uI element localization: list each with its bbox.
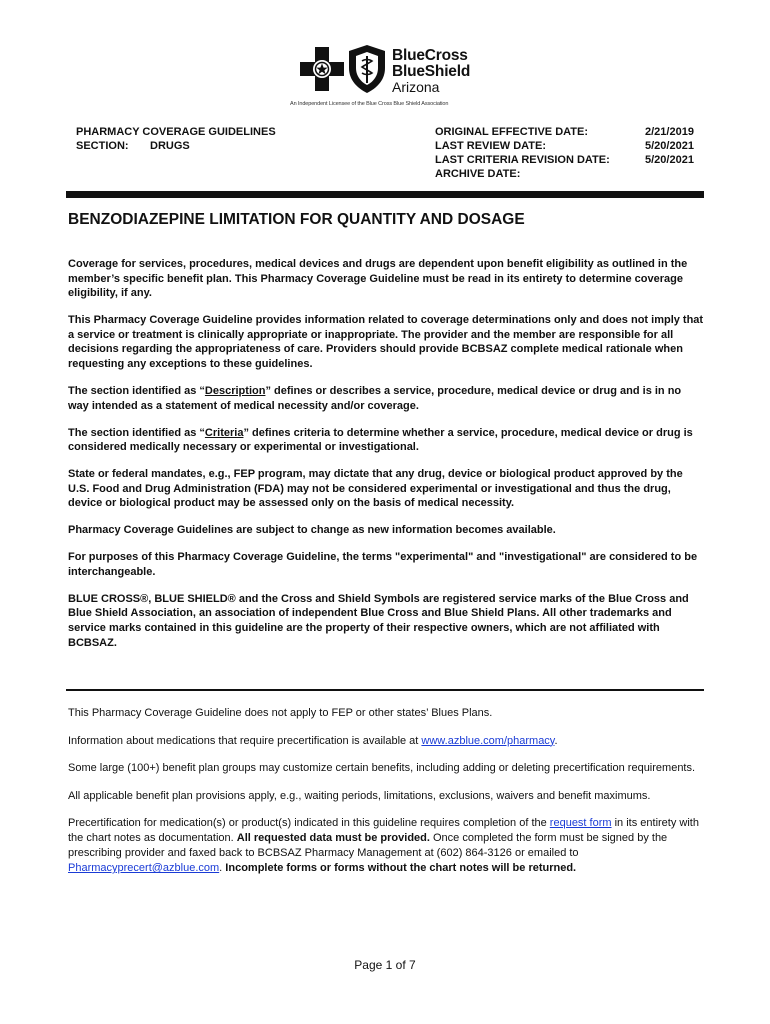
date-row bbox=[435, 139, 705, 153]
section-row bbox=[76, 139, 276, 153]
note-paragraph: All applicable benefit plan provisions apply, e.g., waiting periods, limitations, exclusions, waivers and benefit maximums. bbox=[68, 789, 651, 802]
date-row bbox=[435, 125, 705, 139]
note-paragraph: Precertification for medication(s) or product(s) indicated in this guideline requires completion of the request form in its entirety with the chart notes as documentation. All requested data must be provided. Once completed the form must be signed by the prescribing provider and faxed back to BCBSAZ Pharmacy Management at (602) 864-3126 or emailed to Pharmacyprecert@azblue.com. Incomplete forms or forms without the chart notes will be returned. bbox=[68, 817, 699, 875]
last-criteria-revision-date-label: LAST CRITERIA REVISION DATE: bbox=[435, 154, 610, 166]
description-term: Description bbox=[204, 384, 266, 397]
logo-line-3: Arizona bbox=[392, 79, 440, 95]
disclaimer-paragraph: Pharmacy Coverage Guidelines are subject to change as new information becomes available. bbox=[68, 524, 556, 537]
date-row bbox=[435, 153, 705, 167]
logo-wordmark bbox=[392, 48, 470, 95]
note-paragraph: This Pharmacy Coverage Guideline does not apply to FEP or other states’ Blues Plans. bbox=[68, 707, 493, 719]
dates-block bbox=[435, 125, 705, 181]
blue-shield-symbol-icon bbox=[347, 44, 387, 94]
disclaimer-paragraph: For purposes of this Pharmacy Coverage Guideline, the terms "experimental" and "investigational" are considered to be interchangeable. bbox=[68, 551, 698, 578]
logo-tagline: An Independent Licensee of the Blue Cross Blue Shield Association bbox=[290, 101, 449, 107]
last-criteria-revision-date-value: 5/20/2021 bbox=[645, 154, 694, 166]
pharmacy-link[interactable]: www.azblue.com/pharmacy bbox=[421, 734, 555, 747]
section-label: SECTION: bbox=[76, 140, 129, 152]
last-review-date-label: LAST REVIEW DATE: bbox=[435, 140, 547, 152]
date-row bbox=[435, 167, 705, 181]
section-value: DRUGS bbox=[150, 140, 190, 152]
disclaimer-section bbox=[68, 257, 704, 663]
criteria-term: Criteria bbox=[204, 426, 244, 439]
logo-line-2: BlueShield bbox=[392, 63, 471, 80]
last-review-date-value: 5/20/2021 bbox=[645, 140, 694, 152]
header-divider bbox=[66, 191, 704, 198]
archive-date-value bbox=[645, 167, 705, 181]
note-paragraph: Some large (100+) benefit plan groups may customize certain benefits, including adding or deleting precertification requirements. bbox=[68, 762, 696, 775]
disclaimer-paragraph: This Pharmacy Coverage Guideline provides information related to coverage determinations only and does not imply that a service or treatment is clinically appropriate or inappropriate. The provider and the member are responsible for all decisions regarding the appropriateness of care. Providers should provide BCBSAZ complete medical rationale when requesting any exceptions to these guidelines. bbox=[68, 314, 704, 370]
disclaimer-paragraph: The section identified as “Criteria” defines criteria to determine whether a service, procedure, medical device or drug is considered medically necessary or experimental or investigational. bbox=[68, 426, 693, 454]
page-title: BENZODIAZEPINE LIMITATION FOR QUANTITY AND DOSAGE bbox=[68, 211, 525, 228]
disclaimer-paragraph: Coverage for services, procedures, medical devices and drugs are dependent upon benefit eligibility as outlined in the member’s specific benefit plan. This Pharmacy Coverage Guideline must be read in its entirety to determine coverage eligibility, if any. bbox=[68, 258, 688, 300]
pharmacy-precert-email-link[interactable]: Pharmacyprecert@azblue.com bbox=[68, 862, 220, 875]
original-effective-date-label: ORIGINAL EFFECTIVE DATE: bbox=[435, 126, 588, 138]
section-divider bbox=[66, 689, 704, 691]
document-type: PHARMACY COVERAGE GUIDELINES bbox=[76, 126, 276, 138]
document-type-block bbox=[76, 125, 276, 153]
disclaimer-paragraph: BLUE CROSS®, BLUE SHIELD® and the Cross and Shield Symbols are registered service marks of the Blue Cross and Blue Shield Association, an association of independent Blue Cross and Blue Shield Plans. All other trademarks and service marks contained in this guideline are the property of their respective owners, which are not affiliated with BCBSAZ. bbox=[68, 592, 689, 649]
logo-line-1: BlueCross bbox=[392, 47, 468, 64]
note-paragraph: Information about medications that require precertification is available at www.azblue.com/pharmacy. bbox=[68, 734, 558, 747]
disclaimer-paragraph: State or federal mandates, e.g., FEP program, may dictate that any drug, device or biological product approved by the U.S. Food and Drug Administration (FDA) may not be considered experimental or investigational and thus the drug, device or biological product may be assessed only on the basis of medical necessity. bbox=[68, 468, 683, 510]
archive-date-label: ARCHIVE DATE: bbox=[435, 168, 521, 180]
disclaimer-paragraph: The section identified as “Description” defines or describes a service, procedure, medical device or drug and is in no way intended as a statement of medical necessity and/or coverage. bbox=[68, 384, 682, 412]
notes-section bbox=[68, 706, 704, 889]
original-effective-date-value: 2/21/2019 bbox=[645, 126, 694, 138]
page-number: Page 1 of 7 bbox=[354, 958, 416, 972]
blue-cross-symbol-icon bbox=[300, 47, 344, 91]
request-form-link[interactable]: request form bbox=[549, 817, 612, 830]
